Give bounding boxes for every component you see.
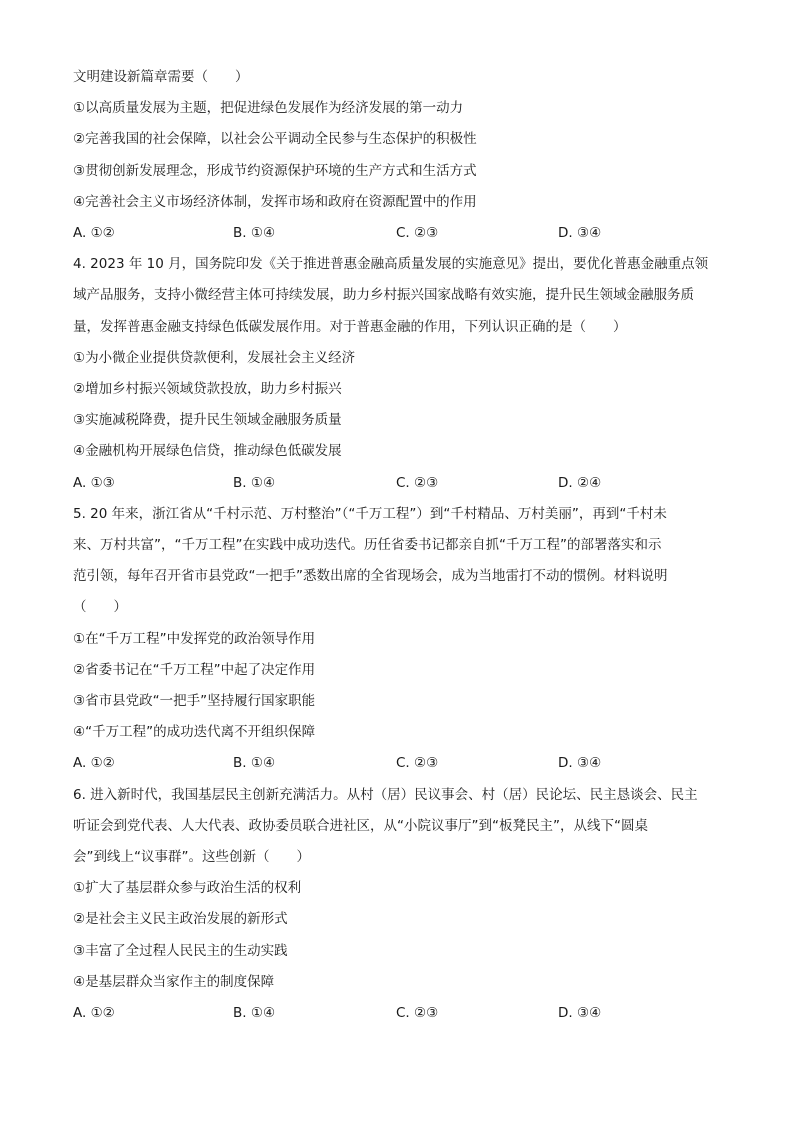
question-6-choice-a: A. ①② [73,1005,115,1022]
question-3-option-4: ④完善社会主义市场经济体制，发挥市场和政府在资源配置中的作用 [73,193,477,210]
question-5-option-2: ②省委书记在“千万工程”中起了决定作用 [73,661,316,678]
question-5-option-1: ①在“千万工程”中发挥党的政治领导作用 [73,630,316,647]
question-6-option-3: ③丰富了全过程人民民主的生动实践 [73,942,288,959]
question-6-option-1: ①扩大了基层群众参与政治生活的权利 [73,880,302,897]
question-4-choice-c: C. ②③ [396,474,439,491]
question-3-choice-d: D. ③④ [558,225,602,242]
question-4-choice-d: D. ②④ [558,474,602,491]
question-3-option-3: ③贯彻创新发展理念，形成节约资源保护环境的生产方式和生活方式 [73,162,477,179]
question-6-stem-line-1: 6. 进入新时代，我国基层民主创新充满活力。从村（居）民议事会、村（居）民论坛、民主恳谈会、民主 [73,786,698,803]
question-6-stem-line-2: 听证会到党代表、人大代表、政协委员联合进社区，从“小院议事厅”到“板凳民主”，从线下“圆桌 [73,817,648,834]
question-3 [73,62,733,249]
question-3-choice-a: A. ①② [73,225,115,242]
question-6-option-4: ④是基层群众当家作主的制度保障 [73,973,275,990]
question-4-choice-b: B. ①④ [233,474,276,491]
question-5-choice-b: B. ①④ [233,755,276,772]
question-4-option-2: ②增加乡村振兴领域贷款投放，助力乡村振兴 [73,381,342,398]
question-3-stem-line: 文明建设新篇章需要（ ） [73,69,249,85]
question-6-choice-b: B. ①④ [233,1005,276,1022]
question-5-stem-line-2: 来、万村共富”，“千万工程”在实践中成功迭代。历任省委书记都亲自抓“千万工程”的部署落实和示 [73,537,662,554]
question-5-stem-line-1: 5. 20 年来，浙江省从“千村示范、万村整治”（“千万工程”）到“千村精品、万村美丽”，再到“千村未 [73,505,667,522]
question-5-stem-line-3: 范引领，每年召开省市县党政“一把手”悉数出席的全省现场会，成为当地雷打不动的惯例。材料说明 [73,568,668,585]
question-6-stem-line-3: 会”到线上“议事群”。这些创新（ ） [73,849,310,866]
question-6-choices [73,998,733,1029]
question-4 [73,249,733,499]
question-4-choices [73,468,733,499]
question-5-option-3: ③省市县党政“一把手”坚持履行国家职能 [73,693,316,710]
question-4-option-1: ①为小微企业提供贷款便利，发展社会主义经济 [73,349,356,366]
question-4-option-4: ④金融机构开展绿色信贷，推动绿色低碳发展 [73,443,342,460]
question-5-choice-a: A. ①② [73,755,115,772]
question-4-stem-line-3: 量，发挥普惠金融支持绿色低碳发展作用。对于普惠金融的作用，下列认识正确的是（ ） [73,318,627,335]
question-5-choice-d: D. ③④ [558,755,602,772]
question-3-choices [73,218,733,249]
question-4-choice-a: A. ①③ [73,474,115,491]
question-6 [73,780,733,1030]
question-6-choice-d: D. ③④ [558,1005,602,1022]
question-3-choice-b: B. ①④ [233,225,276,242]
question-5-option-4: ④“千万工程”的成功迭代离不开组织保障 [73,724,316,741]
question-6-choice-c: C. ②③ [396,1005,439,1022]
question-4-stem-line-1: 4. 2023 年 10 月，国务院印发《关于推进普惠金融高质量发展的实施意见》提出，要优化普惠金融重点领 [73,256,709,273]
question-6-option-2: ②是社会主义民主政治发展的新形式 [73,911,288,928]
question-4-option-3: ③实施减税降费，提升民生领域金融服务质量 [73,412,342,429]
question-3-option-1: ①以高质量发展为主题，把促进绿色发展作为经济发展的第一动力 [73,100,464,117]
document-page [73,62,733,1029]
question-3-choice-c: C. ②③ [396,225,439,242]
question-3-option-2: ②完善我国的社会保障，以社会公平调动全民参与生态保护的积极性 [73,131,477,148]
question-5-choice-c: C. ②③ [396,755,439,772]
question-5-stem-line-4: （ ） [73,599,127,616]
question-4-stem-line-2: 域产品服务，支持小微经营主体可持续发展，助力乡村振兴国家战略有效实施，提升民生领域金融服务质 [73,287,694,304]
question-5-choices [73,748,733,779]
question-5 [73,499,733,780]
